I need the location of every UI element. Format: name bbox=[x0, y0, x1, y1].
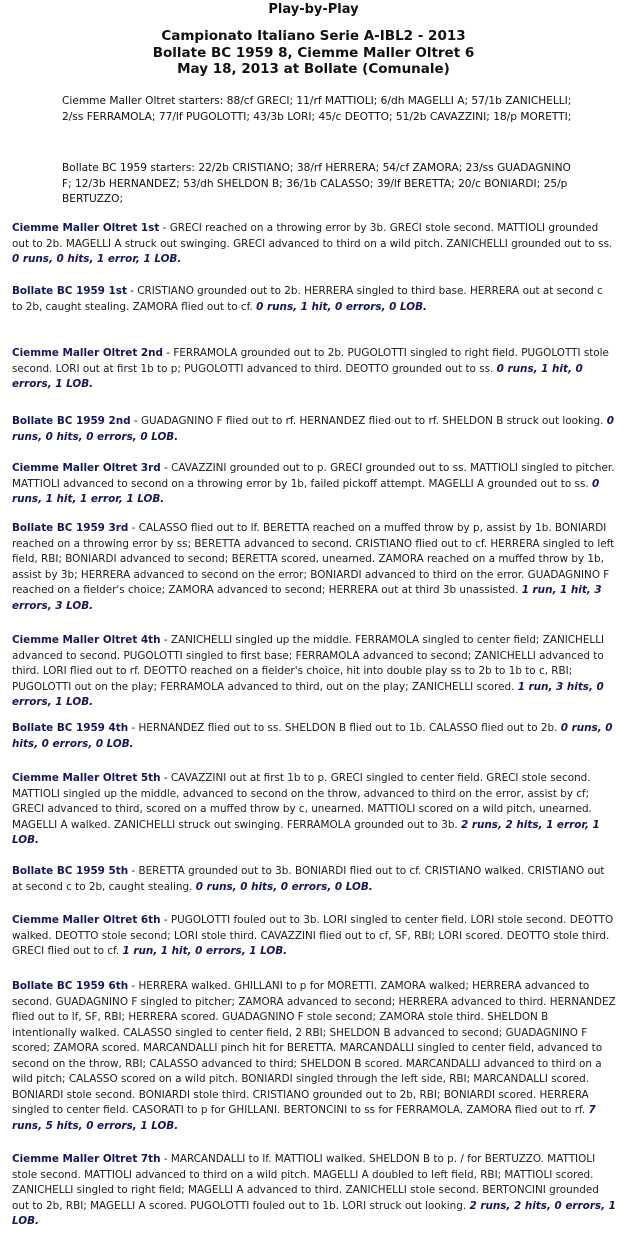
inning-visitor-6th: Ciemme Maller Oltret 6th - PUGOLOTTI fouled out to 3b. LORI singled to center field. LORI stole second. DEOTTO walked. DEOTTO stole second; LORI stole third. CAVAZZINI flied out to cf, SF, RBI; LORI scored. DEOTTO stole third. GRECI flied out to cf. 1 run, 1 hit, 0 errors, 1 LOB. bbox=[12, 914, 614, 957]
game-date-venue: May 18, 2013 at Bollate (Comunale) bbox=[177, 61, 450, 77]
inning-home-6th: Bollate BC 1959 6th - HERRERA walked. GHILLANI to p for MORETTI. ZAMORA walked; HERRERA advanced to second. GUADAGNINO F singled to pitcher; ZAMORA advanced to second; HERRERA advanced to third. HERNANDEZ flied out to lf, SF, RBI; HERRERA scored. GUADAGNINO F stole second; ZAMORA stole third. SHELDON B intentionally walked. CALASSO singled to center field, 2 RBI; SHELDON B advanced to second; GUADAGNINO F scored; ZAMORA scored. MARCANDALLI pinch hit for BERETTA. MARCANDALLI singled to center field, advanced to second on the throw, RBI; CALASSO advanced to third; SHELDON B scored. MARCANDALLI advanced to third on a wild pitch; CALASSO scored on a wild pitch. BONIARDI singled through the left side, RBI; MARCANDALLI scored. BONIARDI stole second. BONIARDI stole third. CRISTIANO grounded out to 2b, RBI; BONIARDI scored. HERRERA singled to center field. CASORATI to p for GHILLANI. BERTONCINI to ss for FERRAMOLA. ZAMORA flied out to rf. 7 runs, 5 hits, 0 errors, 1 LOB. bbox=[12, 980, 616, 1132]
inning-play-text: BERETTA grounded out to 3b. BONIARDI flied out to cf. CRISTIANO walked. CRISTIANO out at second c to 2b, caught stealing. bbox=[12, 865, 605, 893]
inning-play-text: GUADAGNINO F flied out to rf. HERNANDEZ flied out to rf. SHELDON B struck out looking. bbox=[140, 415, 604, 427]
inning-visitor-4th: Ciemme Maller Oltret 4th - ZANICHELLI singled up the middle. FERRAMOLA singled to center field; ZANICHELLI advanced to second. PUGOLOTTI singled to first base; FERRAMOLA advanced to second; ZANICHELLI advanced to third. LORI flied out to rf. DEOTTO reached on a fielder's choice, hit into double play ss to 2b to 1b to c, RBI; PUGOLOTTI out on the play; FERRAMOLA advanced to third, out on the play; ZANICHELLI scored. 1 run, 3 hits, 0 errors, 1 LOB. bbox=[12, 634, 605, 708]
inning-visitor-3rd: Ciemme Maller Oltret 3rd - CAVAZZINI grounded out to p. GRECI grounded out to ss. MATTIOLI singled to pitcher. MATTIOLI advanced to second on a throwing error by 1b, failed pickoff attempt. MAGELLI A grounded out to ss. 0 runs, 1 hit, 1 error, 1 LOB. bbox=[12, 462, 615, 505]
inning-summary: 0 runs, 0 hits, 0 errors, 0 LOB. bbox=[12, 722, 613, 750]
inning-play-text: CALASSO flied out to lf. BERETTA reached on a muffed throw by p, assist by 1b. BONIARDI reached on a throwing error by ss; BERETTA advanced to second. CRISTIANO flied out to cf. HERRERA singled to left field, RBI; BONIARDI advanced to second; BERETTA scored, unearned. ZAMORA reached on a muffed throw by 1b, assist by 3b; HERRERA advanced to second on the error; BONIARDI advanced to third on the error. GUADAGNINO F reached on a fielder's choice; ZAMORA advanced to second; HERRERA out at third 3b unassisted. bbox=[12, 522, 615, 596]
inning-play-text: CRISTIANO grounded out to 2b. HERRERA singled to third base. HERRERA out at second c to 2b, caught stealing. ZAMORA flied out to cf. bbox=[12, 285, 603, 313]
inning-team-label: Bollate BC 1959 1st bbox=[12, 285, 127, 297]
inning-summary: 1 run, 1 hit, 3 errors, 3 LOB. bbox=[12, 584, 602, 612]
inning-summary: 2 runs, 2 hits, 0 errors, 1 LOB. bbox=[12, 1199, 616, 1227]
inning-team-label: Bollate BC 1959 3rd bbox=[12, 522, 129, 534]
page-heading: Play-by-Play bbox=[268, 2, 359, 17]
inning-play-text: CAVAZZINI grounded out to p. GRECI grounded out to ss. MATTIOLI singled to pitcher. MATTIOLI advanced to second on a throwing error by 1b, failed pickoff attempt. MAGELLI A grounded out to ss. bbox=[12, 462, 615, 490]
inning-summary: 1 run, 3 hits, 0 errors, 1 LOB. bbox=[12, 680, 604, 708]
inning-visitor-2nd: Ciemme Maller Oltret 2nd - FERRAMOLA grounded out to 2b. PUGOLOTTI singled to right field. PUGOLOTTI stole second. LORI out at first 1b to p; PUGOLOTTI advanced to third. DEOTTO grounded out to ss. 0 runs, 1 hit, 0 errors, 1 LOB. bbox=[12, 347, 609, 390]
inning-summary: 0 runs, 1 hit, 0 errors, 0 LOB. bbox=[256, 300, 427, 313]
game-score-title: Bollate BC 1959 8, Ciemme Maller Oltret 6 bbox=[152, 44, 475, 61]
inning-play-text: CAVAZZINI out at first 1b to p. GRECI singled to center field. GRECI stole second. MATTIOLI singled up the middle, advanced to second on the throw, advanced to third on the error, assist by cf; GRECI advanced to third, scored on a muffed throw by c, unearned. MATTIOLI scored on a wild pitch, unearned. MAGELLI A walked. ZANICHELLI struck out swinging. FERRAMOLA grounded out to 3b. bbox=[12, 772, 592, 831]
inning-play-text: MARCANDALLI to lf. MATTIOLI walked. SHELDON B to p. / for BERTUZZO. MATTIOLI stole second. MATTIOLI advanced to third on a wild pitch. MAGELLI A doubled to left field, RBI; MATTIOLI scored. ZANICHELLI singled to right field; MAGELLI A advanced to third. ZANICHELLI stole second. BERTONCINI grounded out to 2b, RBI; MAGELLI A scored. PUGOLOTTI fouled out to 1b. LORI struck out looking. bbox=[12, 1153, 599, 1212]
inning-summary: 0 runs, 0 hits, 1 error, 1 LOB. bbox=[12, 253, 182, 265]
inning-team-label: Ciemme Maller Oltret 7th bbox=[12, 1153, 161, 1165]
inning-visitor-5th: Ciemme Maller Oltret 5th - CAVAZZINI out at first 1b to p. GRECI singled to center field. GRECI stole second. MATTIOLI singled up the middle, advanced to second on the throw, advanced to third on the error, assist by cf; GRECI advanced to third, scored on a muffed throw by c, unearned. MATTIOLI scored on a wild pitch, unearned. MAGELLI A walked. ZANICHELLI struck out swinging. FERRAMOLA grounded out to 3b. 2 runs, 2 hits, 1 error, 1 LOB. bbox=[12, 772, 600, 846]
inning-visitor-1st: Ciemme Maller Oltret 1st - GRECI reached on a throwing error by 3b. GRECI stole second. MATTIOLI grounded out to 2b. MAGELLI A struck out swinging. GRECI advanced to third on a wild pitch. ZANICHELLI grounded out to ss. 0 runs, 0 hits, 1 error, 1 LOB. bbox=[12, 222, 613, 265]
inning-summary: 0 runs, 1 hit, 1 error, 1 LOB. bbox=[12, 477, 600, 505]
inning-team-label: Ciemme Maller Oltret 1st bbox=[12, 222, 160, 234]
inning-visitor-7th: Ciemme Maller Oltret 7th - MARCANDALLI to lf. MATTIOLI walked. SHELDON B to p. / for BERTUZZO. MATTIOLI stole second. MATTIOLI advanced to third on a wild pitch. MAGELLI A doubled to left field, RBI; MATTIOLI scored. ZANICHELLI singled to right field; MAGELLI A advanced to third. ZANICHELLI stole second. BERTONCINI grounded out to 2b, RBI; MAGELLI A scored. PUGOLOTTI fouled out to 1b. LORI struck out looking. 2 runs, 2 hits, 0 errors, 1 LOB. bbox=[12, 1153, 616, 1227]
inning-home-4th: Bollate BC 1959 4th - HERNANDEZ flied out to ss. SHELDON B flied out to 1b. CALASSO flied out to 2b. 0 runs, 0 hits, 0 errors, 0 LOB. bbox=[12, 722, 613, 750]
inning-play-text: FERRAMOLA grounded out to 2b. PUGOLOTTI singled to right field. PUGOLOTTI stole second. LORI out at first 1b to p; PUGOLOTTI advanced to third. DEOTTO grounded out to ss. bbox=[12, 347, 609, 375]
inning-play-text: HERRERA walked. GHILLANI to p for MORETTI. ZAMORA walked; HERRERA advanced to second. GUADAGNINO F singled to pitcher; ZAMORA advanced to second; HERRERA advanced to third. HERNANDEZ flied out to lf, SF, RBI; HERRERA scored. GUADAGNINO F stole second; ZAMORA stole third. SHELDON B intentionally walked. CALASSO singled to center field, 2 RBI; SHELDON B advanced to second; GUADAGNINO F scored; ZAMORA scored. MARCANDALLI pinch hit for BERETTA. MARCANDALLI singled to center field, advanced to second on the throw, RBI; CALASSO advanced to third; SHELDON B scored. MARCANDALLI advanced to third on a wild pitch; CALASSO scored on a wild pitch. BONIARDI singled through the left side, RBI; MARCANDALLI scored. BONIARDI stole second. BONIARDI stole third. CRISTIANO grounded out to 2b, RBI; BONIARDI scored. HERRERA singled to center field. CASORATI to p for GHILLANI. BERTONCINI to ss for FERRAMOLA. ZAMORA flied out to rf. bbox=[12, 980, 616, 1116]
inning-team-label: Bollate BC 1959 4th bbox=[12, 722, 129, 734]
visitor-starters: Ciemme Maller Oltret starters: 88/cf GRECI; 11/rf MATTIOLI; 6/dh MAGELLI A; 57/1b ZANICHELLI; 2/ss FERRAMOLA; 77/lf PUGOLOTTI; 43/3b LORI; 45/c DEOTTO; 51/2b CAVAZZINI; 18/p MORETTI; bbox=[62, 95, 572, 123]
inning-summary: 0 runs, 0 hits, 0 errors, 0 LOB. bbox=[195, 880, 373, 893]
inning-summary: 0 runs, 1 hit, 0 errors, 1 LOB. bbox=[12, 362, 583, 390]
inning-team-label: Ciemme Maller Oltret 2nd bbox=[12, 347, 163, 359]
inning-play-text: PUGOLOTTI fouled out to 3b. LORI singled to center field. LORI stole second. DEOTTO walked. DEOTTO stole second; LORI stole third. CAVAZZINI flied out to cf, SF, RBI; LORI scored. DEOTTO stole third. GRECI flied out to cf. bbox=[12, 914, 614, 957]
league-title: Campionato Italiano Serie A-IBL2 - 2013 bbox=[161, 28, 466, 44]
game-title-block bbox=[0, 28, 627, 78]
inning-home-1st: Bollate BC 1959 1st - CRISTIANO grounded out to 2b. HERRERA singled to third base. HERRERA out at second c to 2b, caught stealing. ZAMORA flied out to cf. 0 runs, 1 hit, 0 errors, 0 LOB. bbox=[12, 285, 603, 313]
inning-team-label: Ciemme Maller Oltret 3rd bbox=[12, 462, 161, 474]
inning-play-text: HERNANDEZ flied out to ss. SHELDON B flied out to 1b. CALASSO flied out to 2b. bbox=[138, 722, 558, 734]
inning-play-text: GRECI reached on a throwing error by 3b. GRECI stole second. MATTIOLI grounded out to 2b. MAGELLI A struck out swinging. GRECI advanced to third on a wild pitch. ZANICHELLI grounded out to ss. bbox=[12, 222, 613, 250]
inning-team-label: Ciemme Maller Oltret 4th bbox=[12, 634, 161, 646]
inning-summary: 7 runs, 5 hits, 0 errors, 1 LOB. bbox=[12, 1104, 596, 1132]
inning-home-3rd: Bollate BC 1959 3rd - CALASSO flied out to lf. BERETTA reached on a muffed throw by p, assist by 1b. BONIARDI reached on a throwing error by ss; BERETTA advanced to second. CRISTIANO flied out to cf. HERRERA singled to left field, RBI; BONIARDI advanced to second; BERETTA scored, unearned. ZAMORA reached on a muffed throw by 1b, assist by 3b; HERRERA advanced to second on the error; BONIARDI advanced to third on the error. GUADAGNINO F reached on a fielder's choice; ZAMORA advanced to second; HERRERA out at third 3b unassisted. 1 run, 1 hit, 3 errors, 3 LOB. bbox=[12, 522, 615, 612]
inning-team-label: Bollate BC 1959 5th bbox=[12, 865, 129, 877]
inning-team-label: Ciemme Maller Oltret 5th bbox=[12, 772, 161, 784]
inning-home-5th: Bollate BC 1959 5th - BERETTA grounded out to 3b. BONIARDI flied out to cf. CRISTIANO walked. CRISTIANO out at second c to 2b, caught stealing. 0 runs, 0 hits, 0 errors, 0 LOB. bbox=[12, 865, 605, 893]
inning-play-text: ZANICHELLI singled up the middle. FERRAMOLA singled to center field; ZANICHELLI advanced to second. PUGOLOTTI singled to first base; FERRAMOLA advanced to second; ZANICHELLI advanced to third. LORI flied out to rf. DEOTTO reached on a fielder's choice, hit into double play ss to 2b to 1b to c, RBI; PUGOLOTTI out on the play; FERRAMOLA advanced to third, out on the play; ZANICHELLI scored. bbox=[12, 634, 605, 693]
inning-summary: 2 runs, 2 hits, 1 error, 1 LOB. bbox=[12, 818, 600, 846]
inning-team-label: Bollate BC 1959 2nd bbox=[12, 415, 131, 427]
home-starters: Bollate BC 1959 starters: 22/2b CRISTIANO; 38/rf HERRERA; 54/cf ZAMORA; 23/ss GUADAGNINO F; 12/3b HERNANDEZ; 53/dh SHELDON B; 36/1b CALASSO; 39/lf BERETTA; 20/c BONIARDI; 25/p BERTUZZO; bbox=[62, 162, 571, 205]
inning-team-label: Ciemme Maller Oltret 6th bbox=[12, 914, 161, 926]
inning-home-2nd: Bollate BC 1959 2nd - GUADAGNINO F flied out to rf. HERNANDEZ flied out to rf. SHELDON B struck out looking. 0 runs, 0 hits, 0 errors, 0 LOB. bbox=[12, 415, 614, 443]
inning-summary: 1 run, 1 hit, 0 errors, 1 LOB. bbox=[122, 945, 288, 957]
inning-team-label: Bollate BC 1959 6th bbox=[12, 980, 129, 992]
inning-summary: 0 runs, 0 hits, 0 errors, 0 LOB. bbox=[12, 415, 614, 443]
